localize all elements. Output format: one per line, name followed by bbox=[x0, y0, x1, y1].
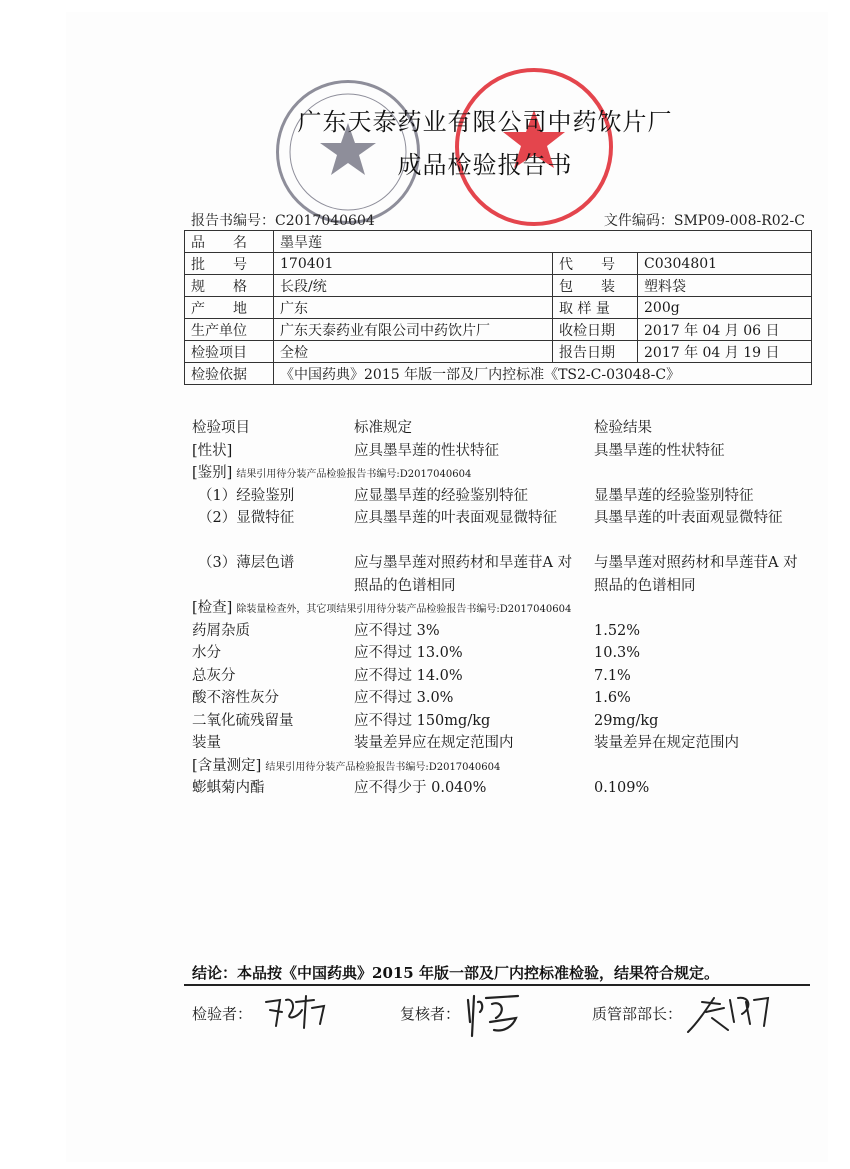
list-item bbox=[192, 440, 812, 463]
item-name: （3）薄层色谱 bbox=[198, 555, 295, 571]
list-item bbox=[192, 665, 812, 688]
item-name: 二氧化硫残留量 bbox=[192, 712, 294, 729]
value-maker: 广东天泰药业有限公司中药饮片厂 bbox=[274, 319, 553, 341]
table-row bbox=[185, 363, 812, 385]
item-standard: 应显墨旱莲的经验鉴别特征 bbox=[354, 487, 528, 504]
table-row bbox=[185, 319, 812, 341]
section-note: 结果引用待分装产品检验报告书编号:D2017040604 bbox=[265, 761, 501, 773]
item-standard: 应不得少于 0.040% bbox=[354, 780, 487, 796]
item-result: 显墨旱莲的经验鉴别特征 bbox=[594, 487, 754, 504]
inspector-signature bbox=[262, 988, 332, 1034]
section-note: 除装量检查外，其它项结果引用待分装产品检验报告书编号:D2017040604 bbox=[236, 604, 572, 615]
item-name: 总灰分 bbox=[192, 667, 236, 684]
document-code: 文件编码：SMP09-008-R02-C bbox=[603, 213, 805, 229]
value-code: C0304801 bbox=[638, 253, 812, 275]
list-item bbox=[192, 732, 812, 755]
item-standard: 应具墨旱莲的叶表面观显微特征 bbox=[354, 510, 557, 526]
item-name: （1）经验鉴别 bbox=[198, 487, 295, 504]
label-batch: 批 号 bbox=[185, 253, 274, 275]
label-report-date: 报告日期 bbox=[553, 341, 638, 363]
value-basis: 《中国药典》2015 年版一部及厂内控标准《TS2-C-03048-C》 bbox=[274, 363, 812, 385]
list-item bbox=[192, 552, 812, 597]
section-title: [检查] bbox=[192, 600, 233, 616]
reviewer-label: 复核者： bbox=[400, 1005, 461, 1023]
item-result: 10.3% bbox=[594, 645, 641, 661]
item-name: [性状] bbox=[192, 442, 233, 459]
value-sample: 200g bbox=[638, 297, 812, 319]
report-title: 成品检验报告书 bbox=[397, 151, 573, 179]
label-code: 代 号 bbox=[553, 253, 638, 275]
product-info-table bbox=[184, 230, 812, 385]
item-standard: 应不得过 3% bbox=[354, 622, 440, 639]
item-result: 具墨旱莲的叶表面观显微特征 bbox=[594, 510, 783, 526]
label-received-date: 收检日期 bbox=[553, 319, 638, 341]
table-row bbox=[185, 231, 812, 253]
section-check bbox=[192, 597, 812, 620]
label-product: 品 名 bbox=[185, 231, 274, 253]
divider bbox=[184, 984, 810, 986]
label-origin: 产 地 bbox=[185, 297, 274, 319]
value-received-date: 2017 年 04 月 06 日 bbox=[638, 319, 812, 341]
report-number: 报告书编号：C2017040604 bbox=[191, 213, 375, 229]
table-row bbox=[185, 253, 812, 275]
qa-manager-signature bbox=[684, 988, 774, 1038]
header-result: 检验结果 bbox=[594, 420, 652, 436]
list-item bbox=[192, 687, 812, 710]
item-standard: 应具墨旱莲的性状特征 bbox=[354, 442, 499, 459]
item-result: 与墨旱莲对照药材和旱莲苷A 对照品的色谱相同 bbox=[594, 555, 798, 594]
item-result: 0.109% bbox=[594, 780, 650, 796]
label-test-item: 检验项目 bbox=[185, 341, 274, 363]
item-result: 1.6% bbox=[594, 690, 631, 706]
item-standard: 应不得过 150mg/kg bbox=[354, 712, 491, 729]
label-basis: 检验依据 bbox=[185, 363, 274, 385]
value-pack: 塑料袋 bbox=[638, 275, 812, 297]
qa-manager-label: 质管部部长： bbox=[592, 1005, 683, 1023]
list-item bbox=[192, 642, 812, 665]
item-standard: 应与墨旱莲对照药材和旱莲苷A 对照品的色谱相同 bbox=[354, 555, 573, 594]
item-standard: 应不得过 14.0% bbox=[354, 667, 463, 684]
value-spec: 长段/统 bbox=[274, 275, 553, 297]
inspector-label: 检验者： bbox=[192, 1005, 253, 1023]
label-spec: 规 格 bbox=[185, 275, 274, 297]
label-sample: 取 样 量 bbox=[553, 297, 638, 319]
list-item bbox=[192, 485, 812, 508]
item-name: （2）显微特征 bbox=[198, 510, 295, 526]
company-title: 广东天泰药业有限公司中药饮片厂 bbox=[297, 108, 673, 136]
section-note: 结果引用待分装产品检验报告书编号:D2017040604 bbox=[236, 469, 472, 480]
conclusion-text: 结论：本品按《中国药典》2015 年版一部及厂内控标准检验，结果符合规定。 bbox=[192, 964, 719, 982]
table-row bbox=[185, 341, 812, 363]
item-name: 装量 bbox=[192, 735, 221, 751]
item-result: 具墨旱莲的性状特征 bbox=[594, 442, 725, 459]
section-assay bbox=[192, 755, 812, 778]
list-item bbox=[192, 507, 812, 552]
table-row bbox=[185, 297, 812, 319]
list-item bbox=[192, 710, 812, 733]
list-item bbox=[192, 620, 812, 643]
item-standard: 装量差异应在规定范围内 bbox=[354, 735, 514, 751]
label-maker: 生产单位 bbox=[185, 319, 274, 341]
item-name: 酸不溶性灰分 bbox=[192, 690, 279, 706]
label-pack: 包 装 bbox=[553, 275, 638, 297]
item-result: 7.1% bbox=[594, 667, 631, 684]
item-result: 29mg/kg bbox=[594, 712, 659, 729]
item-name: 水分 bbox=[192, 645, 221, 661]
item-name: 药屑杂质 bbox=[192, 622, 250, 639]
list-item bbox=[192, 777, 812, 800]
header-item: 检验项目 bbox=[192, 420, 250, 436]
section-title: [含量测定] bbox=[192, 757, 262, 774]
test-results bbox=[192, 417, 812, 800]
item-result: 装量差异在规定范围内 bbox=[594, 735, 739, 751]
item-standard: 应不得过 3.0% bbox=[354, 690, 454, 706]
value-report-date: 2017 年 04 月 19 日 bbox=[638, 341, 812, 363]
value-test-item: 全检 bbox=[274, 341, 553, 363]
scan-margin bbox=[0, 0, 66, 1169]
results-header-row bbox=[192, 417, 812, 440]
section-title: [鉴别] bbox=[192, 465, 233, 481]
reviewer-signature bbox=[462, 988, 526, 1044]
value-batch: 170401 bbox=[274, 253, 553, 275]
value-product: 墨旱莲 bbox=[274, 231, 812, 253]
table-row bbox=[185, 275, 812, 297]
item-name: 蟛蜞菊内酯 bbox=[192, 780, 265, 796]
item-standard: 应不得过 13.0% bbox=[354, 645, 463, 661]
header-standard: 标准规定 bbox=[354, 420, 412, 436]
value-origin: 广东 bbox=[274, 297, 553, 319]
section-identification bbox=[192, 462, 812, 485]
item-result: 1.52% bbox=[594, 622, 641, 639]
